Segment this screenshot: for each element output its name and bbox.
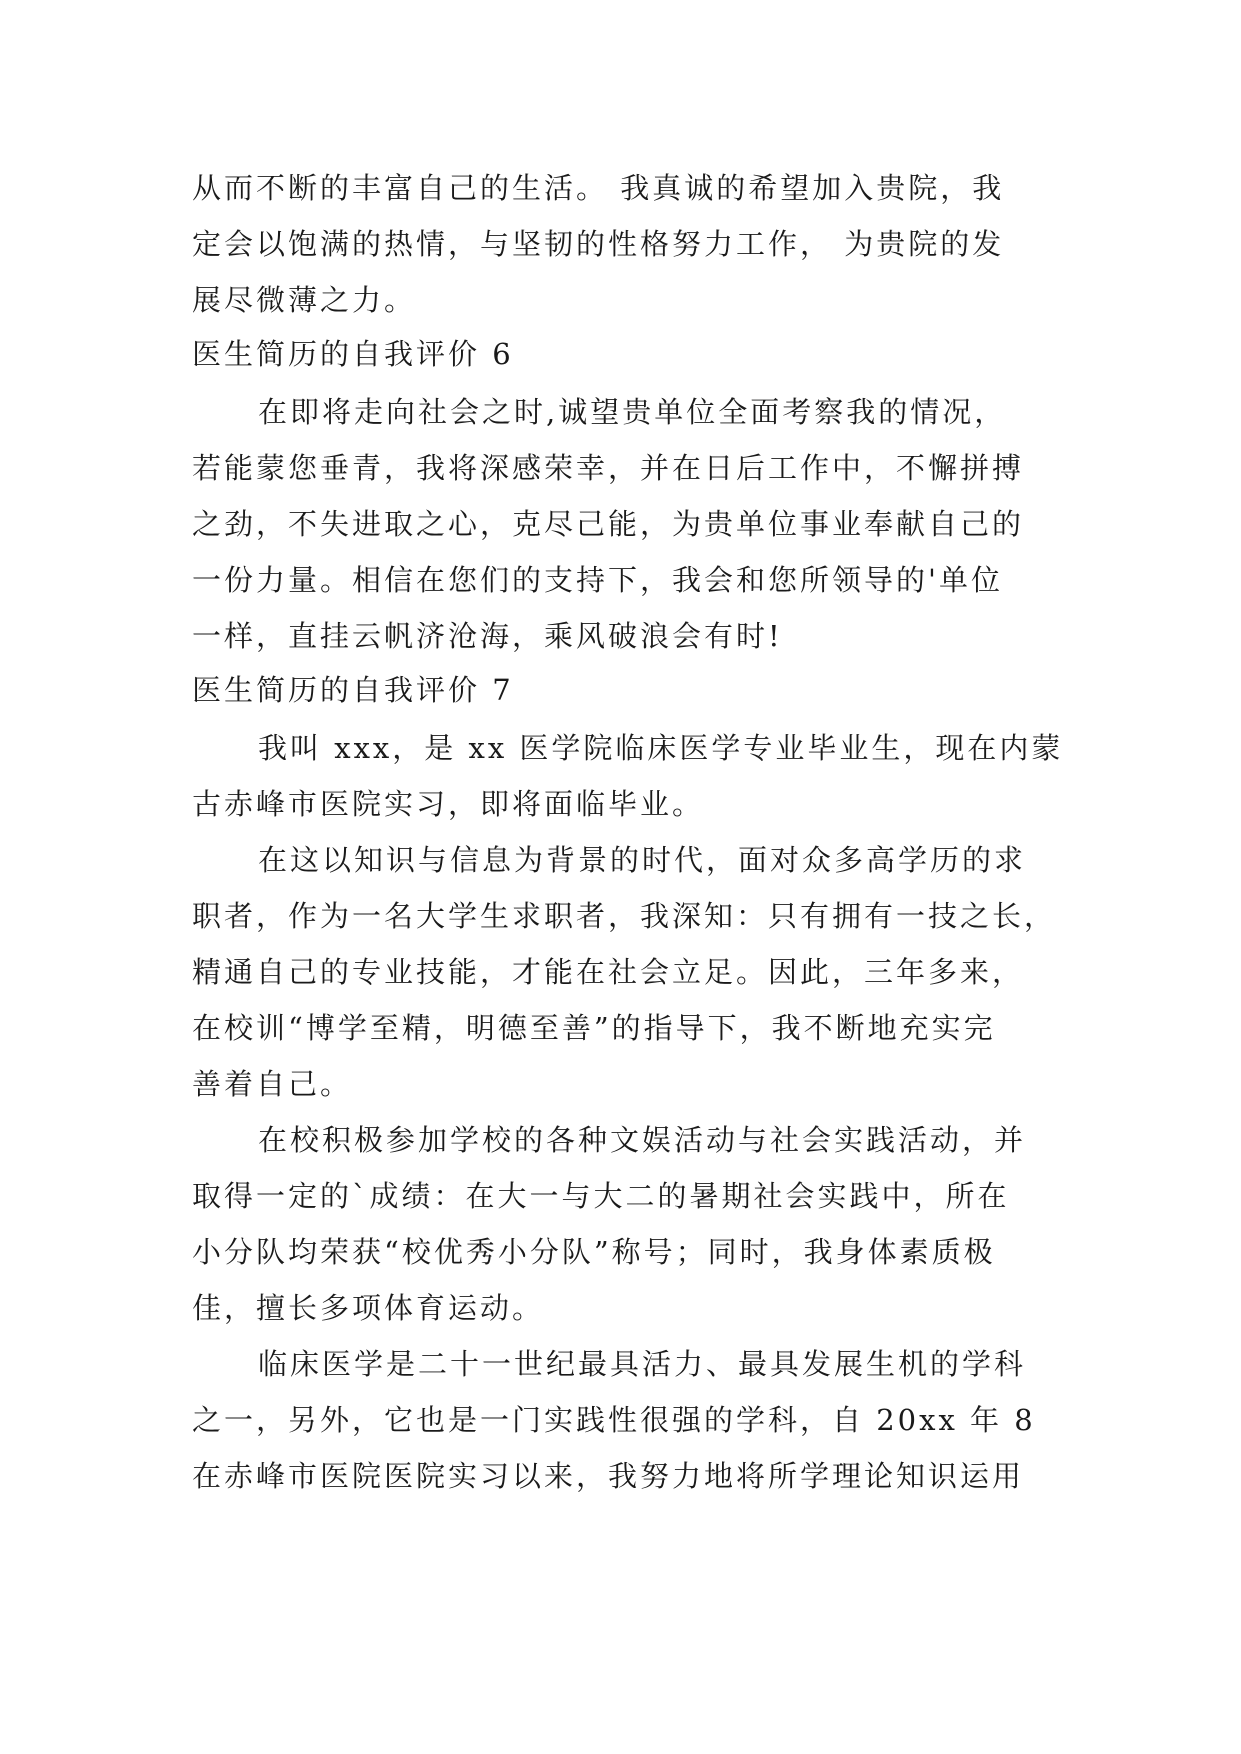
- paragraph-line: 之劲，不失进取之心，克尽己能，为贵单位事业奉献自己的: [192, 507, 1025, 541]
- paragraph-line: 定会以饱满的热情，与坚韧的性格努力工作， 为贵院的发: [192, 227, 1005, 261]
- paragraph-line: 佳，擅长多项体育运动。: [192, 1291, 545, 1325]
- paragraph-line: 精通自己的专业技能，才能在社会立足。因此，三年多来，: [192, 955, 1025, 989]
- paragraph-line: 我叫 xxx，是 xx 医学院临床医学专业毕业生，现在内蒙: [258, 731, 1064, 765]
- paragraph-line: 在校积极参加学校的各种文娱活动与社会实践活动，并: [258, 1123, 1027, 1157]
- paragraph-line: 在校训“博学至精，明德至善”的指导下，我不断地充实完: [192, 1011, 996, 1045]
- section-heading: 医生简历的自我评价 7: [192, 673, 514, 707]
- paragraph-line: 一样，直挂云帆济沧海，乘风破浪会有时!: [192, 619, 783, 653]
- paragraph-line: 职者，作为一名大学生求职者，我深知：只有拥有一技之长，: [192, 899, 1057, 933]
- paragraph-line: 之一，另外，它也是一门实践性很强的学科，自 20xx 年 8: [192, 1403, 1036, 1437]
- paragraph-line: 临床医学是二十一世纪最具活力、最具发展生机的学科: [258, 1347, 1027, 1381]
- paragraph-line: 一份力量。相信在您们的支持下，我会和您所领导的'单位: [192, 563, 1003, 597]
- paragraph-line: 取得一定的`成绩：在大一与大二的暑期社会实践中，所在: [192, 1179, 1010, 1213]
- paragraph-line: 在赤峰市医院医院实习以来，我努力地将所学理论知识运用: [192, 1459, 1025, 1493]
- paragraph-line: 古赤峰市医院实习，即将面临毕业。: [192, 787, 705, 821]
- paragraph-line: 若能蒙您垂青，我将深感荣幸，并在日后工作中，不懈拼搏: [192, 451, 1025, 485]
- paragraph-line: 在即将走向社会之时,诚望贵单位全面考察我的情况，: [258, 395, 1007, 429]
- paragraph-line: 展尽微薄之力。: [192, 283, 417, 317]
- section-heading: 医生简历的自我评价 6: [192, 337, 514, 371]
- paragraph-line: 在这以知识与信息为背景的时代，面对众多高学历的求: [258, 843, 1027, 877]
- paragraph-line: 小分队均荣获“校优秀小分队”称号；同时，我身体素质极: [192, 1235, 996, 1269]
- paragraph-line: 从而不断的丰富自己的生活。 我真诚的希望加入贵院，我: [192, 171, 1005, 205]
- paragraph-line: 善着自己。: [192, 1067, 353, 1101]
